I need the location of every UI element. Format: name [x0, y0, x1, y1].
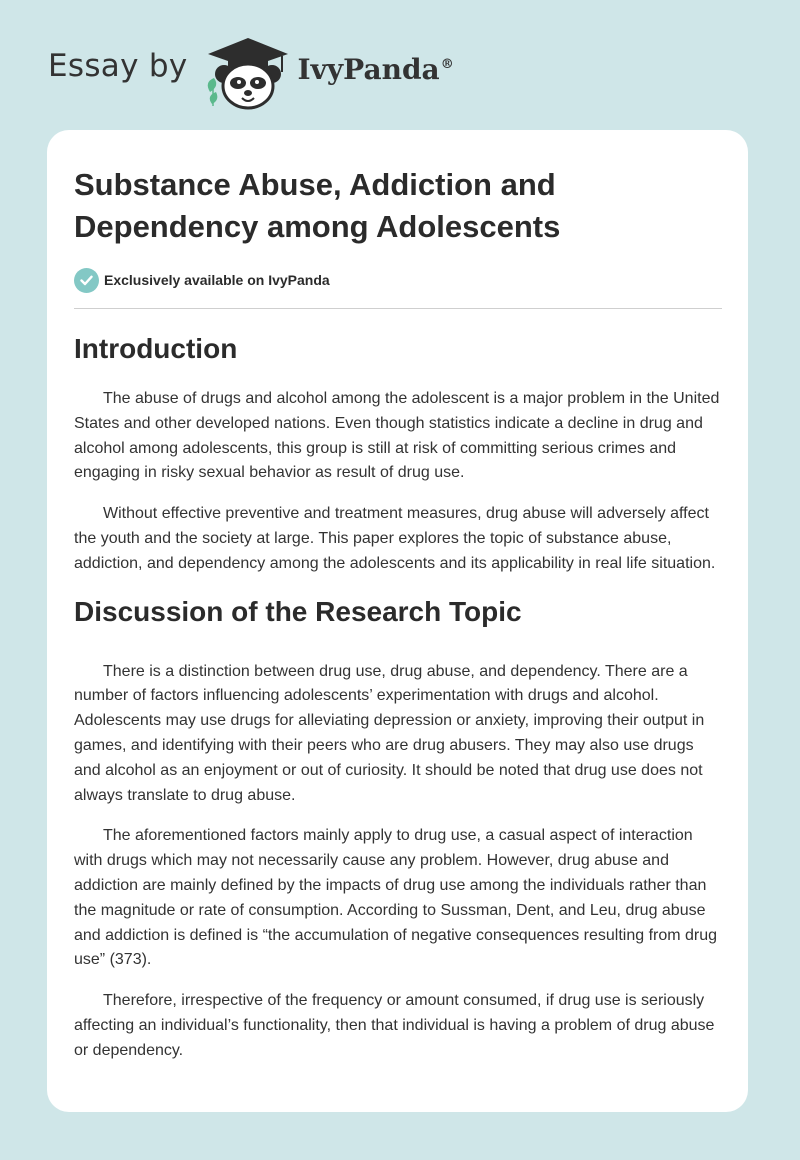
section-discussion	[74, 595, 722, 1064]
brand-name	[298, 53, 454, 86]
paragraph: The aforementioned factors mainly apply to drug use, a casual aspect of interaction with drugs which may not necessarily cause any problem. However, drug abuse and addiction are mainly defined by the impacts of drug use among the individuals rather than the magnitude or rate of consumption. According to Sussman, Dent, and Leu, drug abuse and addiction is defined is “the accumulation of negative consequences resulting from drug use” (373).	[74, 827, 718, 969]
section-heading: Discussion of the Research Topic	[74, 595, 522, 627]
section-heading: Introduction	[74, 333, 238, 364]
registered-mark: ®	[440, 57, 454, 73]
exclusive-badge	[74, 266, 722, 294]
paragraph: Without effective preventive and treatment measures, drug abuse will adversely affect the youth and the society at large. This paper explores the topic of substance abuse, addiction, and dependency among the adolescents and its applicability in real life situation.	[74, 505, 716, 572]
essay-title-line1: Substance Abuse, Addiction and	[74, 167, 556, 202]
section-body	[74, 660, 722, 1064]
check-circle-icon	[74, 268, 99, 293]
exclusive-text: Exclusively available on IvyPanda	[104, 272, 330, 288]
paragraph: The abuse of drugs and alcohol among the adolescent is a major problem in the United States and other developed nations. Even though statistics indicate a decline in drug and alcohol among adolescents, this group is still at risk of committing serious crimes and engaging in risky sexual behavior as result of drug use.	[74, 390, 720, 482]
brand-header[interactable]	[48, 28, 454, 118]
essay-title	[74, 164, 722, 248]
section-introduction	[74, 332, 722, 577]
paragraph: There is a distinction between drug use, drug abuse, and dependency. There are a number of factors influencing adolescents’ experimentation with drugs and alcohol. Adolescents may use drugs for alleviating depression or anxiety, improving their output in games, and identifying with their peers who are drug abusers. They may also use drugs and alcohol as an enjoyment or out of curiosity. It should be noted that drug use does not always translate to drug abuse.	[74, 662, 705, 804]
essay-card	[47, 130, 748, 1112]
paragraph: Therefore, irrespective of the frequency or amount consumed, if drug use is seriously affecting an individual’s functionality, then that individual is having a problem of drug abuse or dependency.	[74, 992, 715, 1059]
section-body	[74, 387, 722, 577]
panda-graduate-icon	[202, 34, 294, 112]
divider	[74, 308, 722, 309]
essay-title-line2: Dependency among Adolescents	[74, 209, 561, 244]
brand-name-text: IvyPanda	[297, 52, 440, 86]
brand-prefix: Essay by	[48, 48, 188, 84]
